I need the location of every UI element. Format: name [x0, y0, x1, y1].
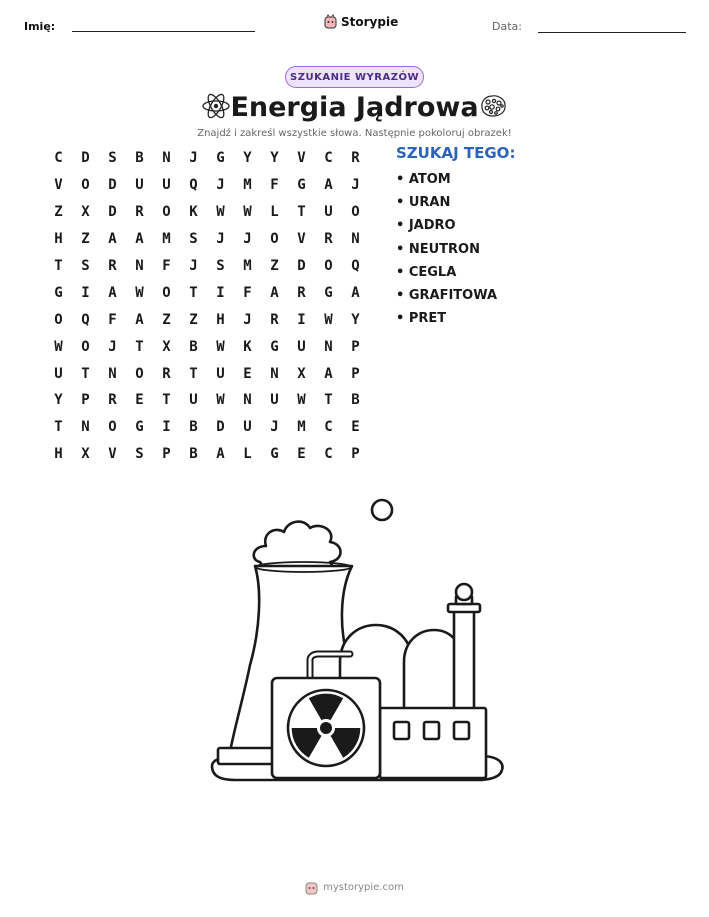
grid-cell[interactable]: Y — [270, 150, 279, 167]
storypie-footer-logo-icon — [305, 880, 318, 895]
grid-cell[interactable]: J — [270, 419, 279, 436]
grid-cell[interactable]: U — [297, 338, 306, 355]
grid-cell[interactable]: T — [162, 392, 171, 409]
grid-cell[interactable]: D — [297, 258, 306, 274]
grid-cell[interactable]: F — [162, 258, 171, 274]
grid-cell[interactable]: G — [216, 150, 225, 167]
grid-cell[interactable]: V — [54, 177, 63, 194]
grid-cell[interactable]: N — [351, 231, 360, 248]
grid-cell[interactable]: N — [108, 365, 117, 382]
grid-cell[interactable]: H — [54, 446, 63, 463]
grid-cell[interactable]: J — [108, 338, 117, 355]
grid-cell[interactable]: T — [297, 204, 306, 221]
grid-cell[interactable]: W — [243, 204, 252, 221]
grid-cell[interactable]: V — [297, 150, 306, 167]
grid-cell[interactable]: F — [108, 311, 117, 328]
grid-cell[interactable]: N — [162, 150, 171, 167]
grid-cell[interactable]: M — [162, 231, 171, 248]
grid-cell[interactable]: B — [189, 338, 198, 355]
word-list-item: • URAN — [396, 195, 451, 211]
word-list-item: • JADRO — [396, 218, 456, 234]
grid-cell[interactable]: E — [135, 392, 144, 409]
grid-cell[interactable]: P — [351, 446, 360, 463]
grid-cell[interactable]: U — [162, 177, 171, 194]
name-label: Imię: — [24, 20, 56, 33]
grid-cell[interactable]: O — [108, 419, 117, 436]
grid-cell[interactable]: W — [54, 338, 63, 355]
grid-cell[interactable]: Y — [243, 150, 252, 167]
grid-cell[interactable]: X — [297, 365, 306, 382]
grid-cell[interactable]: Q — [189, 177, 198, 194]
grid-cell[interactable]: L — [243, 446, 252, 463]
word-list-item: • ATOM — [396, 172, 451, 187]
grid-cell[interactable]: I — [297, 311, 306, 328]
grid-cell[interactable]: R — [351, 150, 360, 167]
grid-cell[interactable]: O — [270, 231, 279, 248]
grid-cell[interactable]: J — [351, 177, 360, 194]
radiation-symbol-icon — [288, 690, 364, 766]
brand — [324, 14, 398, 29]
grid-cell[interactable]: O — [324, 258, 333, 274]
grid-cell[interactable]: J — [189, 258, 198, 274]
grid-cell[interactable]: T — [189, 284, 198, 301]
grid-cell[interactable]: P — [162, 446, 171, 463]
grid-cell[interactable]: P — [81, 392, 90, 409]
grid-cell[interactable]: C — [324, 446, 333, 463]
grid-cell[interactable]: U — [216, 365, 225, 382]
grid-cell[interactable]: J — [216, 177, 225, 194]
grid-cell[interactable]: K — [243, 338, 252, 355]
word-list-item: • CEGLA — [396, 264, 457, 280]
grid-cell[interactable]: N — [324, 338, 333, 355]
grid-cell[interactable]: C — [54, 150, 63, 167]
grid-cell[interactable]: X — [81, 446, 90, 463]
grid-cell[interactable]: G — [54, 284, 63, 301]
grid-cell[interactable]: G — [270, 338, 279, 355]
brand-name: Storypie — [341, 14, 399, 29]
grid-cell[interactable]: Q — [81, 311, 90, 328]
grid-cell[interactable]: V — [108, 446, 117, 463]
grid-cell[interactable]: S — [108, 150, 117, 167]
grid-cell[interactable]: O — [351, 204, 360, 221]
date-label: Data: — [492, 20, 522, 33]
grid-cell[interactable]: S — [81, 258, 90, 274]
activity-badge: SZUKANIE WYRAZÓW — [285, 66, 424, 88]
word-list-item: • PRET — [396, 311, 447, 327]
grid-cell[interactable]: U — [270, 392, 279, 409]
grid-cell[interactable]: W — [216, 204, 225, 221]
grid-cell[interactable]: W — [297, 392, 306, 409]
grid-cell[interactable]: O — [81, 177, 90, 194]
grid-cell[interactable]: S — [216, 258, 225, 274]
grid-cell[interactable]: T — [54, 419, 63, 436]
grid-cell[interactable]: J — [243, 231, 252, 248]
grid-cell[interactable]: Z — [189, 311, 198, 328]
storypie-logo-icon — [324, 14, 337, 29]
grid-cell[interactable]: A — [324, 177, 333, 194]
grid-cell[interactable]: X — [162, 338, 171, 355]
word-list — [396, 171, 497, 333]
grid-cell[interactable]: A — [324, 365, 333, 382]
grid-cell[interactable]: W — [135, 284, 144, 301]
grid-cell[interactable]: Z — [162, 311, 171, 328]
grid-cell[interactable]: N — [243, 392, 252, 409]
grid-cell[interactable]: G — [270, 446, 279, 463]
grid-cell[interactable]: R — [324, 231, 333, 248]
grid-cell[interactable]: P — [351, 338, 360, 355]
grid-cell[interactable]: C — [324, 150, 333, 167]
grid-cell[interactable]: F — [270, 177, 279, 194]
grid-cell[interactable]: D — [108, 204, 117, 221]
grid-cell[interactable]: H — [216, 311, 225, 328]
grid-cell[interactable]: A — [135, 231, 144, 248]
grid-cell[interactable]: N — [81, 419, 90, 436]
grid-cell[interactable]: D — [216, 419, 225, 436]
control-building — [380, 708, 486, 778]
grid-cell[interactable]: O — [135, 365, 144, 382]
grid-cell[interactable]: R — [297, 284, 306, 301]
grid-cell[interactable]: S — [189, 231, 198, 248]
grid-cell[interactable]: Q — [351, 258, 360, 274]
grid-cell[interactable]: M — [297, 419, 306, 436]
grid-cell[interactable]: U — [189, 392, 198, 409]
date-line[interactable] — [538, 32, 686, 33]
grid-cell[interactable]: U — [243, 419, 252, 436]
grid-cell[interactable]: J — [189, 150, 198, 167]
grid-cell[interactable]: F — [243, 284, 252, 301]
grid-cell[interactable]: H — [54, 231, 63, 248]
word-list-item: • NEUTRON — [396, 241, 480, 257]
grid-cell[interactable]: T — [54, 258, 63, 274]
grid-cell[interactable]: R — [135, 204, 144, 221]
grid-cell[interactable]: X — [81, 204, 90, 221]
grid-cell[interactable]: T — [324, 392, 333, 409]
grid-cell[interactable]: R — [270, 311, 279, 328]
grid-cell[interactable]: T — [135, 338, 144, 355]
grid-cell[interactable]: J — [243, 311, 252, 328]
grid-cell[interactable]: A — [216, 446, 225, 463]
grid-cell[interactable]: E — [351, 419, 360, 436]
nuclear-plant-illustration — [200, 490, 510, 790]
grid-cell[interactable]: W — [216, 338, 225, 355]
grid-cell[interactable]: A — [108, 284, 117, 301]
grid-cell[interactable]: A — [270, 284, 279, 301]
uranium-rock-icon — [478, 93, 508, 119]
grid-cell[interactable]: S — [135, 446, 144, 463]
grid-cell[interactable]: O — [162, 284, 171, 301]
grid-cell[interactable]: E — [297, 446, 306, 463]
grid-cell[interactable]: O — [54, 311, 63, 328]
grid-cell[interactable]: B — [189, 419, 198, 436]
grid-cell[interactable]: G — [297, 177, 306, 194]
grid-cell[interactable]: C — [324, 419, 333, 436]
instructions: Znajdź i zakreśl wszystkie słowa. Następnie pokoloruj obrazek! — [197, 128, 512, 139]
grid-cell[interactable]: M — [243, 177, 252, 194]
grid-cell[interactable]: L — [270, 204, 279, 221]
grid-cell[interactable]: B — [351, 392, 360, 409]
grid-cell[interactable]: W — [324, 311, 333, 328]
grid-cell[interactable]: E — [243, 365, 252, 382]
grid-cell[interactable]: P — [351, 365, 360, 382]
grid-cell[interactable]: U — [324, 204, 333, 221]
grid-cell[interactable]: I — [162, 419, 171, 436]
grid-cell[interactable]: T — [189, 365, 198, 382]
grid-cell[interactable]: I — [81, 284, 90, 301]
name-line[interactable] — [72, 31, 255, 32]
grid-cell[interactable]: Y — [54, 392, 63, 409]
grid-cell[interactable]: J — [216, 231, 225, 248]
chimney — [454, 608, 474, 710]
grid-cell[interactable]: K — [189, 204, 198, 221]
grid-cell[interactable]: V — [297, 231, 306, 248]
grid-cell[interactable]: A — [351, 284, 360, 301]
grid-cell[interactable]: O — [162, 204, 171, 221]
grid-cell[interactable]: N — [135, 258, 144, 274]
word-list-title: SZUKAJ TEGO: — [396, 144, 516, 162]
grid-cell[interactable]: D — [81, 150, 90, 167]
grid-cell[interactable]: G — [324, 284, 333, 301]
grid-cell[interactable]: W — [216, 392, 225, 409]
grid-cell[interactable]: R — [108, 258, 117, 274]
word-list-item: • GRAFITOWA — [396, 287, 498, 303]
tower-base — [218, 748, 274, 764]
grid-cell[interactable]: Z — [54, 204, 63, 221]
grid-cell[interactable]: I — [216, 284, 225, 301]
grid-cell[interactable]: B — [189, 446, 198, 463]
grid-cell[interactable]: R — [108, 392, 117, 409]
footer — [0, 880, 709, 895]
page-title: Energia Jądrowa — [230, 92, 479, 123]
smoke-puff — [372, 500, 392, 520]
grid-cell[interactable]: Y — [351, 311, 360, 328]
grid-cell[interactable]: N — [270, 365, 279, 382]
grid-cell[interactable]: D — [108, 177, 117, 194]
grid-cell[interactable]: A — [135, 311, 144, 328]
grid-cell[interactable]: M — [243, 258, 252, 274]
grid-cell[interactable]: R — [162, 365, 171, 382]
word-search-grid — [45, 145, 369, 468]
grid-cell[interactable]: B — [135, 150, 144, 167]
grid-cell[interactable]: Z — [81, 231, 90, 248]
footer-url[interactable]: mystorypie.com — [323, 882, 404, 893]
grid-cell[interactable]: T — [81, 365, 90, 382]
grid-cell[interactable]: O — [81, 338, 90, 355]
grid-cell[interactable]: A — [108, 231, 117, 248]
grid-cell[interactable]: U — [135, 177, 144, 194]
grid-cell[interactable]: Z — [270, 258, 279, 274]
grid-cell[interactable]: G — [135, 419, 144, 436]
grid-cell[interactable]: U — [54, 365, 63, 382]
